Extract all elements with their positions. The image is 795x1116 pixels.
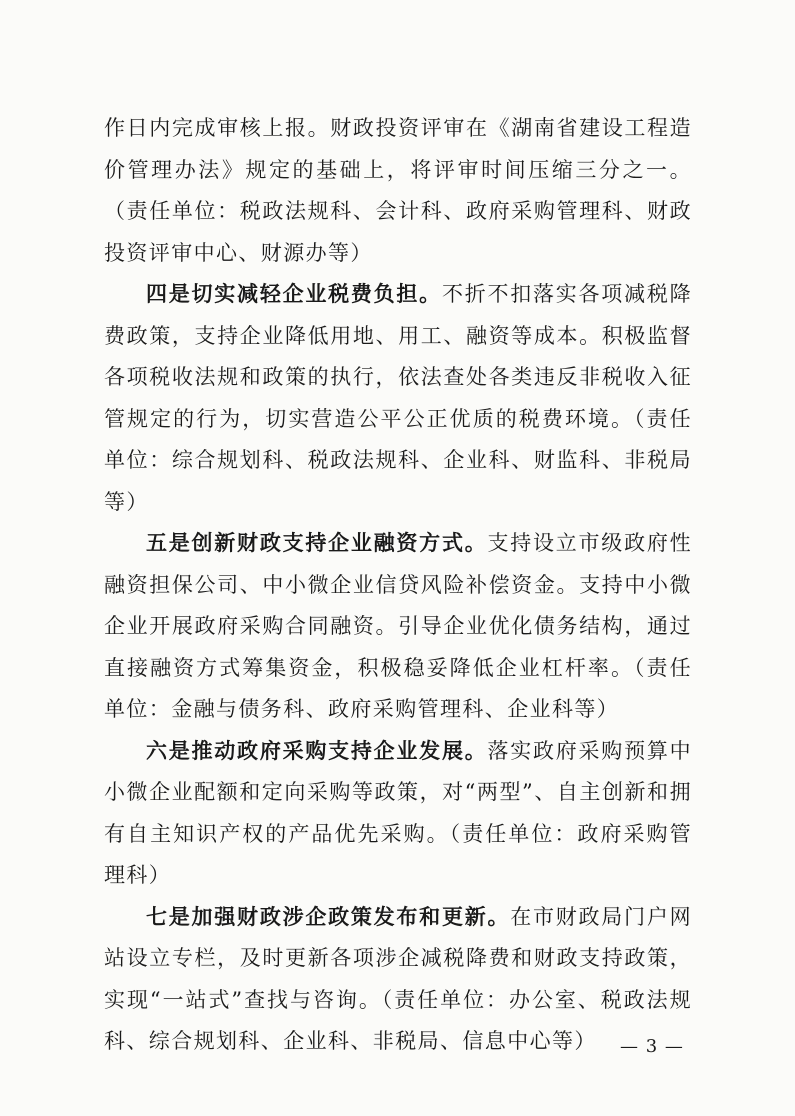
paragraph-heading: 五是创新财政支持企业融资方式。 [146, 531, 488, 555]
paragraph-item-four [104, 274, 692, 523]
paragraph-body: 落实政府采购预算中小微企业配额和定向采购等政策，对“两型”、自主创新和拥有自主知识产权的产品优先采购。（责任单位：政府采购管理科） [104, 738, 693, 887]
paragraph-body: 作日内完成审核上报。财政投资评审在《湖南省建设工程造价管理办法》规定的基础上，将评审时间压缩三分之一。（责任单位：税政法规科、会计科、政府采购管理科、财政投资评审中心、财源办等） [104, 116, 692, 265]
paragraph-heading: 四是切实减轻企业税费负担。 [146, 282, 442, 306]
paragraph-item-five [104, 523, 692, 731]
document-body [104, 108, 692, 1063]
page-number: — 3 — [620, 1036, 684, 1057]
paragraph-heading: 六是推动政府采购支持企业发展。 [146, 738, 488, 763]
paragraph-item-seven [104, 897, 692, 1063]
paragraph-body: 不折不扣落实各项减税降费政策，支持企业降低用地、用工、融资等成本。积极监督各项税收法规和政策的执行，依法查处各类违反非税收入征管规定的行为，切实营造公平公正优质的税费环境。（责任单位：综合规划科、税政法规科、企业科、财监科、非税局等） [104, 282, 693, 514]
paragraph-body: 在市财政局门户网站设立专栏，及时更新各项涉企减税降费和财政支持政策，实现“一站式”查找与咨询。（责任单位：办公室、税政法规科、综合规划科、企业科、非税局、信息中心等） [104, 904, 693, 1053]
paragraph-heading: 七是加强财政涉企政策发布和更新。 [146, 904, 511, 929]
paragraph-item-six [104, 731, 692, 897]
paragraph-continuation [104, 108, 692, 274]
paragraph-body: 支持设立市级政府性融资担保公司、中小微企业信贷风险补偿资金。支持中小微企业开展政府采购合同融资。引导企业优化债务结构，通过直接融资方式筹集资金，积极稳妥降低企业杠杆率。（责任单位：金融与债务科、政府采购管理科、企业科等） [104, 531, 693, 721]
